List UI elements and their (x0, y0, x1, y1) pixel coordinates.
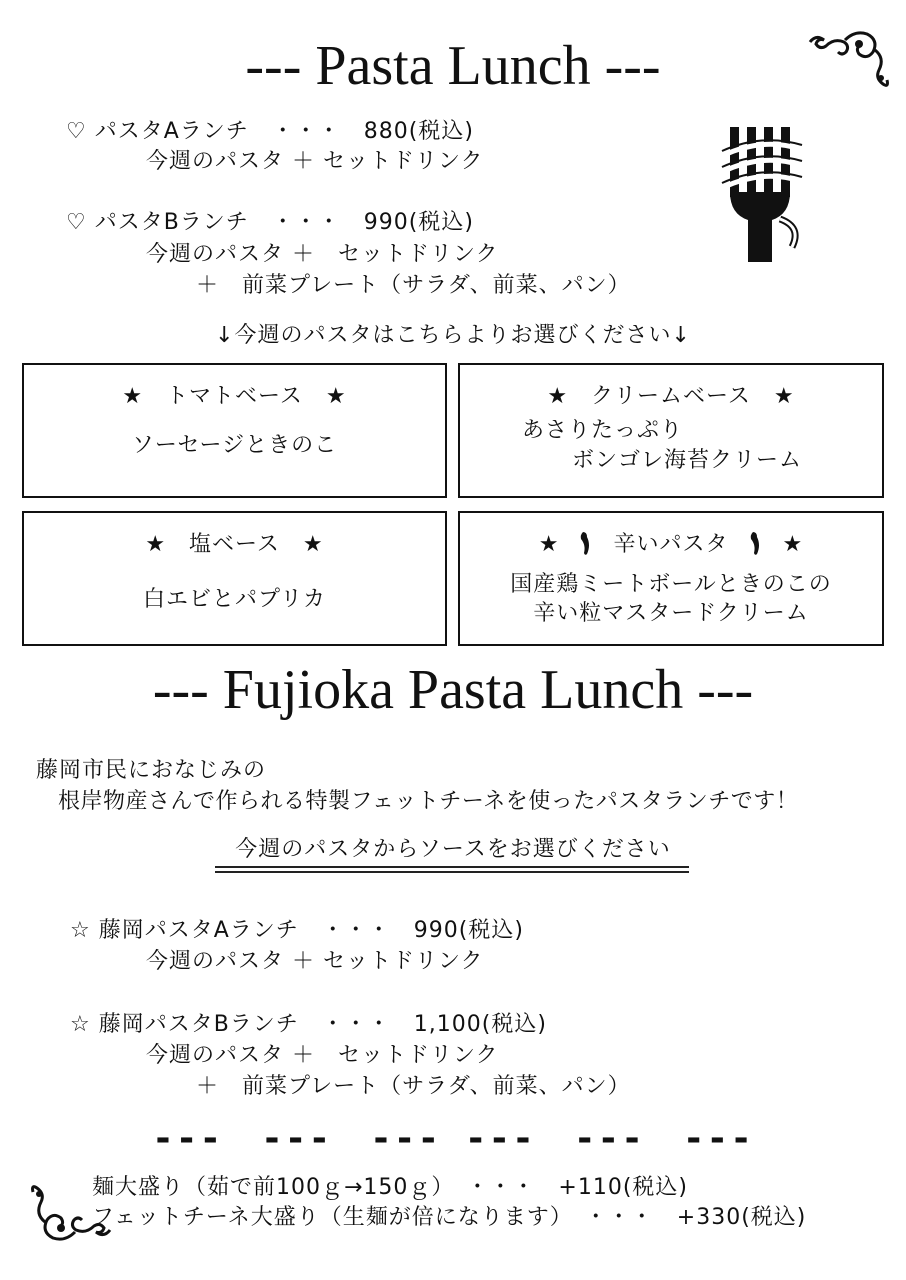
salt-base-box (22, 511, 447, 646)
spicy-pasta-line1: 国産鶏ミートボールときのこの (510, 572, 832, 597)
fujioka-pasta-lunch-title: --- Fujioka Pasta Lunch --- (152, 659, 754, 721)
fujioka-intro-line2: 根岸物産さんで作られる特製フェットチーネを使ったパスタランチです！ (58, 789, 799, 814)
choose-pasta-note: ↓今週のパスタはこちらよりお選びください↓ (215, 323, 691, 348)
pasta-a-desc: 今週のパスタ ＋ セットドリンク (146, 149, 484, 174)
pasta-lunch-title: --- Pasta Lunch --- (245, 35, 661, 97)
choose-sauce-note: 今週のパスタからソースをお選びください (235, 837, 671, 862)
salt-base-pasta: 白エビとパプリカ (143, 587, 326, 612)
pasta-b-extra: ＋ 前菜プレート（サラダ、前菜、パン） (196, 273, 631, 298)
star-left: ★ (538, 532, 560, 557)
cream-base-pasta-line1: あさりたっぷり (522, 418, 684, 443)
fujioka-intro-line1: 藤岡市民におなじみの (36, 758, 267, 783)
tomato-base-box (22, 363, 447, 498)
fujioka-pasta-b-lunch: ☆ 藤岡パスタBランチ ・・・ 1,100(税込) (70, 1012, 547, 1037)
salt-base-heading: ★ 塩ベース ★ (145, 532, 324, 557)
cream-base-pasta-line2: ボンゴレ海苔クリーム (572, 448, 803, 473)
spicy-pasta-label: 辛いパスタ (613, 532, 729, 557)
cream-base-heading: ★ クリームベース ★ (547, 384, 795, 409)
fujioka-pasta-a-lunch: ☆ 藤岡パスタAランチ ・・・ 990(税込) (70, 918, 524, 943)
chili-pepper-icon (747, 530, 765, 556)
noodle-large-option: 麺大盛り（茹で前100ｇ→150ｇ） ・・・ +110(税込) (92, 1175, 689, 1200)
spicy-pasta-heading (460, 527, 882, 558)
fujioka-pasta-b-desc: 今週のパスタ ＋ セットドリンク (146, 1043, 499, 1068)
tomato-base-heading: ★ トマトベース ★ (122, 384, 347, 409)
spicy-pasta-box (458, 511, 884, 646)
star-right: ★ (782, 532, 804, 557)
fujioka-pasta-a-desc: 今週のパスタ ＋ セットドリンク (146, 949, 484, 974)
fujioka-pasta-b-extra: ＋ 前菜プレート（サラダ、前菜、パン） (196, 1074, 631, 1099)
fork-pasta-icon (720, 127, 805, 262)
spicy-pasta-line2: 辛い粒マスタードクリーム (533, 601, 809, 626)
chili-pepper-icon (577, 530, 595, 556)
choose-sauce-underline (215, 866, 689, 873)
section-divider: --- --- --- --- --- --- (152, 1118, 754, 1159)
cream-base-box (458, 363, 884, 498)
fettuccine-large-option: フェットチーネ大盛り（生麺が倍になります） ・・・ +330(税込) (92, 1205, 807, 1230)
pasta-b-lunch: ♡ パスタBランチ ・・・ 990(税込) (66, 210, 474, 235)
ornament-bottom-left-icon (30, 1180, 115, 1242)
pasta-b-desc: 今週のパスタ ＋ セットドリンク (146, 242, 499, 267)
pasta-a-lunch: ♡ パスタAランチ ・・・ 880(税込) (66, 119, 474, 144)
tomato-base-pasta: ソーセージときのこ (131, 433, 338, 458)
